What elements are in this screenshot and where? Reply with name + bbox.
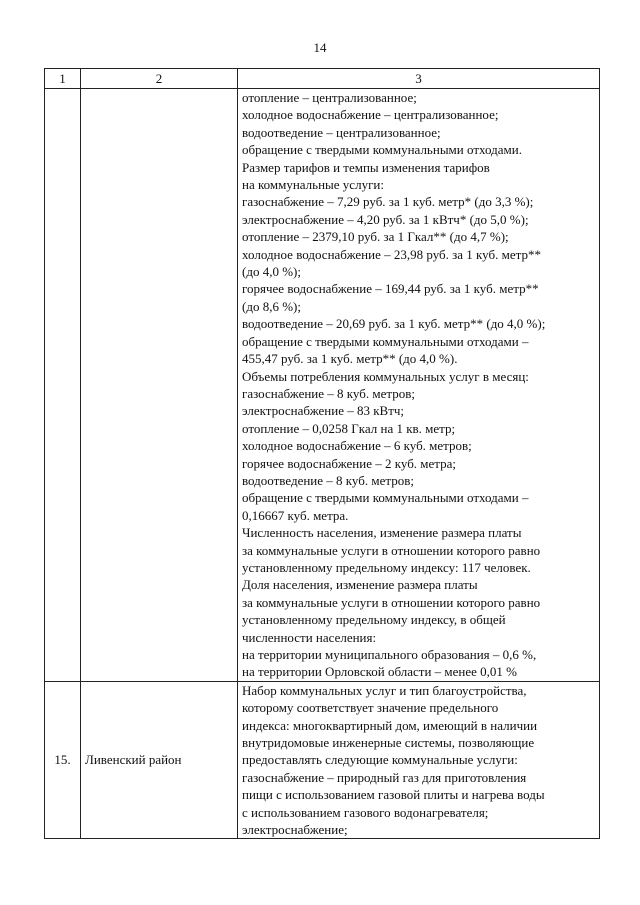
description-line: на территории Орловской области – менее 0,01 % [242, 664, 517, 680]
description-line: холодное водоснабжение – 6 куб. метров; [242, 438, 472, 454]
row-15-description-line: предоставлять следующие коммунальные услуги: [242, 752, 518, 768]
description-line: холодное водоснабжение – централизованное; [242, 107, 499, 123]
description-line: Размер тарифов и темпы изменения тарифов [242, 159, 490, 175]
description-line: на территории муниципального образования – 0,6 %, [242, 647, 537, 662]
description-line: численности населения: [242, 629, 377, 645]
row-15-description-line: индекса: многоквартирный дом, имеющий в наличии [242, 717, 538, 733]
description-line: отопление – 0,0258 Гкал на 1 кв. метр; [242, 420, 456, 436]
row-number: 15. [45, 681, 81, 839]
description-line: установленному предельному индексу: 117 человек. [242, 559, 531, 575]
description-line: электроснабжение – 4,20 руб. за 1 кВтч* (до 5,0 %); [242, 211, 529, 227]
description-line: 0,16667 куб. метра. [242, 507, 349, 523]
column-header-3: 3 [238, 69, 600, 89]
description-line: газоснабжение – 7,29 руб. за 1 куб. метр* (до 3,3 %); [242, 194, 534, 210]
description-line: за коммунальные услуги в отношении которого равно [242, 542, 541, 558]
description-line: отопление – 2379,10 руб. за 1 Гкал** (до 4,7 %); [242, 229, 509, 245]
description-line: на коммунальные услуги: [242, 177, 384, 193]
row-15-description-cell [238, 681, 600, 839]
description-line: обращение с твердыми коммунальными отходами – [242, 333, 529, 349]
description-line: Доля населения, изменение размера платы [242, 577, 478, 593]
description-line: установленному предельному индексу, в общей [242, 612, 506, 628]
description-line: холодное водоснабжение – 23,98 руб. за 1 куб. метр** [242, 246, 541, 262]
description-line: 455,47 руб. за 1 куб. метр** (до 4,0 %). [242, 351, 458, 367]
row-15-description-line: с использованием газового водонагревателя; [242, 804, 489, 820]
row-15-description-line: газоснабжение – природный газ для приготовления [242, 769, 527, 785]
description-line: (до 4,0 %); [242, 264, 301, 280]
description-line: Численность населения, изменение размера платы [242, 525, 522, 541]
description-line: горячее водоснабжение – 2 куб. метра; [242, 455, 457, 471]
row-15-description-line: Набор коммунальных услуг и тип благоустройства, [242, 682, 527, 698]
description-line: отопление – централизованное; [242, 90, 417, 105]
description-line: электроснабжение – 83 кВтч; [242, 403, 405, 419]
description-line: газоснабжение – 8 куб. метров; [242, 385, 415, 401]
table-header-row [45, 69, 600, 89]
continued-number-cell [45, 89, 81, 682]
row-15-description-line: пищи с использованием газовой плиты и нагрева воды [242, 787, 545, 803]
row-15-description-line: внутридомовые инженерные системы, позволяющие [242, 735, 535, 751]
row-15-description-line: электроснабжение; [242, 822, 348, 838]
description-line: (до 8,6 %); [242, 298, 301, 314]
continued-name-cell [81, 89, 238, 682]
description-line: водоотведение – централизованное; [242, 124, 441, 140]
description-line: обращение с твердыми коммунальными отходами. [242, 142, 522, 158]
table-row-15 [45, 681, 600, 839]
column-header-2: 2 [81, 69, 238, 89]
column-header-1: 1 [45, 69, 81, 89]
page-number: 14 [313, 40, 327, 55]
description-line: Объемы потребления коммунальных услуг в месяц: [242, 368, 529, 384]
continued-description-cell [238, 89, 600, 682]
description-line: горячее водоснабжение – 169,44 руб. за 1 куб. метр** [242, 281, 539, 297]
row-15-description-line: которому соответствует значение предельного [242, 700, 499, 716]
description-line: за коммунальные услуги в отношении которого равно [242, 594, 541, 610]
description-line: водоотведение – 20,69 руб. за 1 куб. метр** (до 4,0 %); [242, 316, 546, 332]
table-row-continued [45, 89, 600, 682]
tariff-table [44, 68, 600, 839]
municipality-name: Ливенский район [81, 681, 238, 839]
description-line: водоотведение – 8 куб. метров; [242, 472, 414, 488]
description-line: обращение с твердыми коммунальными отходами – [242, 490, 529, 506]
